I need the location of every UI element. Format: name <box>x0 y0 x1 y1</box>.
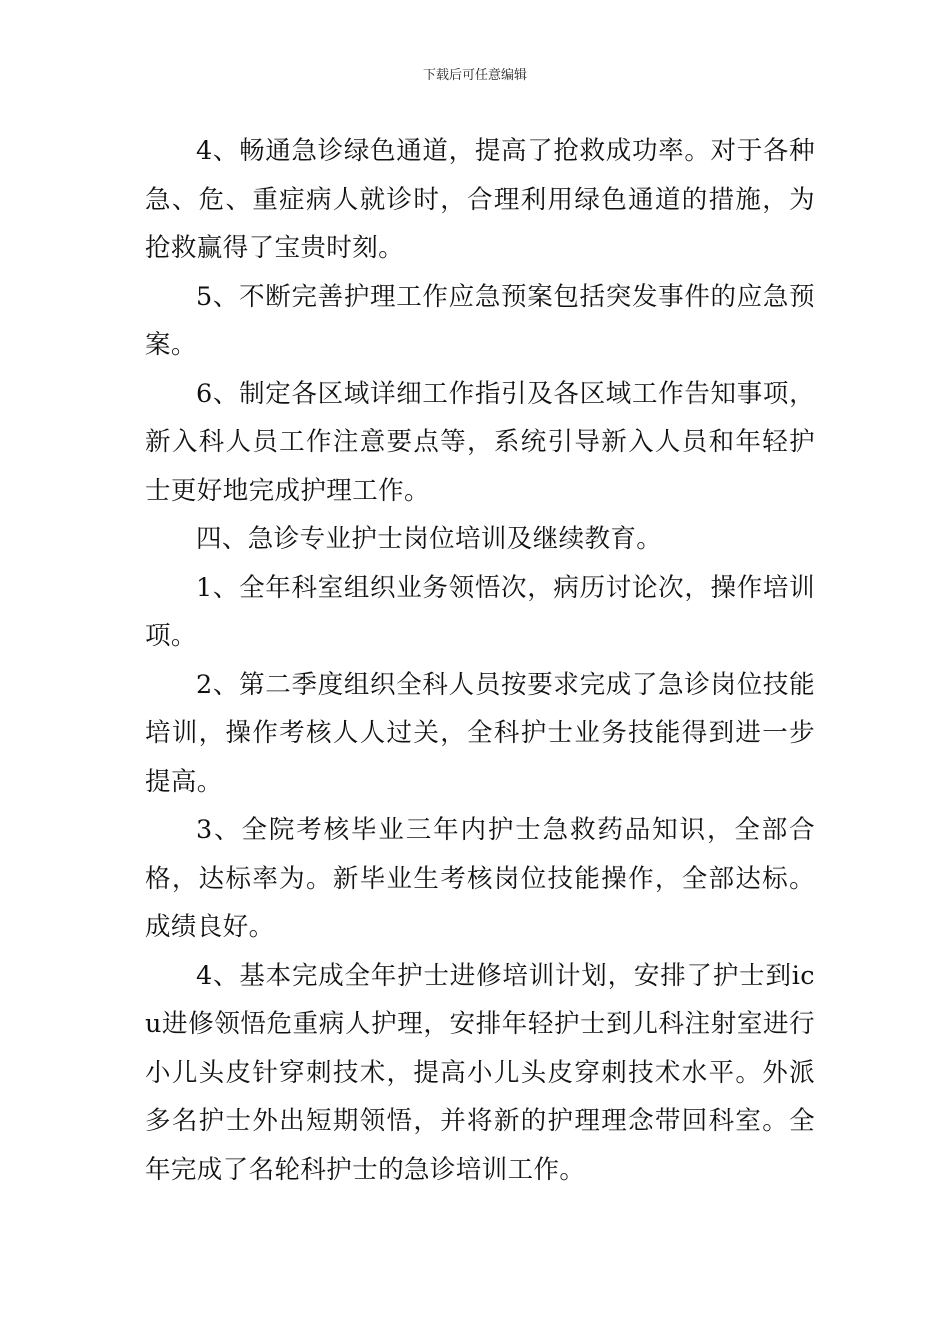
page-header: 下载后可任意编辑 <box>422 68 527 83</box>
paragraph-drug-knowledge-exam: 3、全院考核毕业三年内护士急救药品知识，全部合格，达标率为。新毕业生考核岗位技能操作，全部达标。成绩良好。 <box>145 815 815 942</box>
document-body <box>145 127 815 1194</box>
paragraph-advanced-study: 4、基本完成全年护士进修培训计划，安排了护士到icu进修领悟危重病人护理，安排年轻护士到儿科注射室进行小儿头皮针穿刺技术，提高小儿头皮穿刺技术水平。外派多名护士外出短期领悟，并将新的护理理念带回科室。全年完成了名轮科护士的急诊培训工作。 <box>145 960 815 1185</box>
paragraph-skills-training: 2、第二季度组织全科人员按要求完成了急诊岗位技能培训，操作考核人人过关，全科护士业务技能得到进一步提高。 <box>145 669 815 797</box>
paragraph-green-channel: 4、畅通急诊绿色通道，提高了抢救成功率。对于各种急、危、重症病人就诊时，合理利用绿色通道的措施，为抢救赢得了宝贵时刻。 <box>145 136 815 263</box>
paragraph-work-guidelines: 6、制定各区域详细工作指引及各区域工作告知事项，新入科人员工作注意要点等，系统引导新入人员和年轻护士更好地完成护理工作。 <box>145 378 815 506</box>
paragraph-annual-training: 1、全年科室组织业务领悟次，病历讨论次，操作培训项。 <box>145 572 815 651</box>
paragraph-emergency-plan: 5、不断完善护理工作应急预案包括突发事件的应急预案。 <box>145 281 815 360</box>
section-heading-training: 四、急诊专业护士岗位培训及继续教育。 <box>196 524 663 554</box>
